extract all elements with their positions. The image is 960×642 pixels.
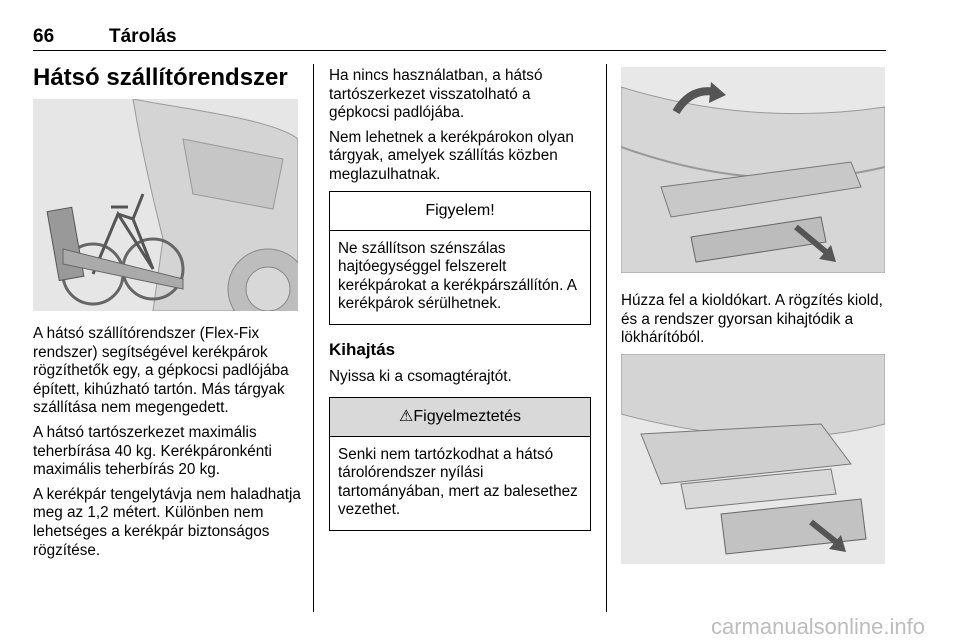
caution-box [329, 191, 591, 325]
section-title: Tárolás [109, 26, 177, 47]
paragraph: Ha nincs használatban, a hátsó tartószerkezet visszatolható a gépkocsi padlójába. [329, 67, 543, 122]
column-2-text [329, 67, 591, 545]
warning-heading: Figyelmeztetés [413, 407, 521, 425]
warning-text: Senki nem tartózkodhat a hátsó tárolórendszer nyílási tartományában, mert az balesethez vezethet. [338, 445, 578, 519]
column-divider-1 [313, 64, 314, 612]
bike-carrier-illustration [33, 99, 298, 311]
paragraph: A kerékpár tengelytávja nem haladhatja meg az 1,2 métert. Különben nem lehetséges a kerékpár biztonságos rögzítése. [33, 485, 301, 559]
page-number: 66 [33, 26, 55, 47]
warning-icon: ⚠ [399, 407, 414, 425]
page-title: Hátsó szállítórendszer [33, 64, 288, 91]
release-lever-illustration [621, 67, 885, 273]
instruction: Nyissa ki a csomagtérajtót. [329, 367, 512, 385]
paragraph: A hátsó szállítórendszer (Flex-Fix rendszer) segítségével kerékpárok rögzíthetők egy, a gépkocsi padlójába épített, kihúzható tartón. Más tárgyak szállítása nem megengedett. [33, 325, 289, 417]
column-1-text [33, 325, 305, 566]
warning-heading-row [330, 398, 590, 437]
column-3-text [621, 292, 883, 354]
paragraph: Nem lehetnek a kerékpárokon olyan tárgyak, amelyek szállítás közben meglazulhatnak. [329, 128, 574, 183]
column-divider-2 [606, 64, 607, 612]
header-divider [33, 50, 886, 51]
carrier-extended-illustration [621, 354, 885, 564]
watermark: carmanualsonline.info [710, 614, 925, 639]
paragraph: A hátsó tartószerkezet maximális teherbírása 40 kg. Kerékpáronkénti maximális teherbírás 20 kg. [33, 423, 272, 479]
subheading: Kihajtás [329, 339, 396, 359]
warning-box [329, 397, 591, 531]
caution-text: Ne szállítson szénszálas hajtóegységgel felszerelt kerékpárokat a kerékpárszállítón. A kerékpárok sérülhetnek. [338, 239, 577, 313]
paragraph: Húzza fel a kioldókart. A rögzítés kiold, és a rendszer gyorsan kihajtódik a lökhárítóból. [621, 292, 883, 347]
caution-heading: Figyelem! [330, 192, 590, 231]
